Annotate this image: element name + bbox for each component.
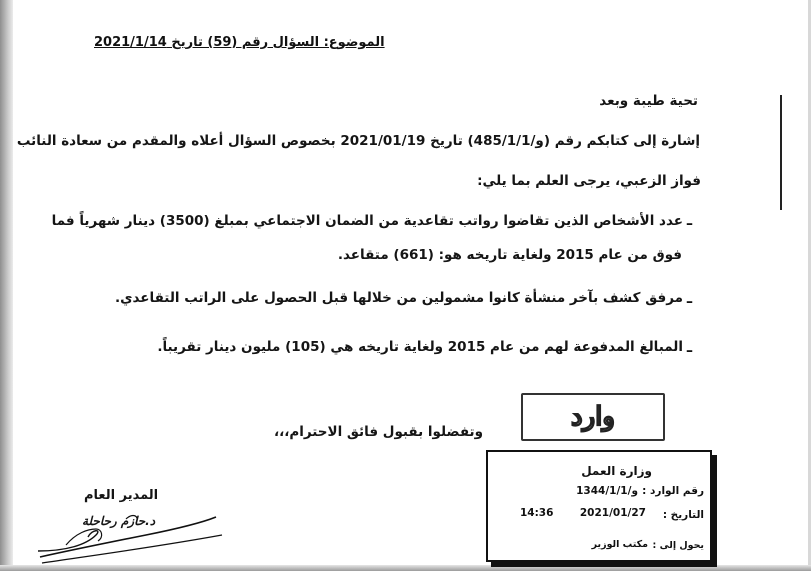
registry-referral-label: يحول إلى : bbox=[652, 540, 704, 551]
bullet-dash: – bbox=[686, 216, 693, 232]
signatory-title: المدير العام bbox=[84, 488, 159, 503]
registry-date-value: 2021/01/27 bbox=[579, 507, 646, 519]
registry-ministry: وزارة العمل bbox=[581, 464, 652, 478]
registry-stamp bbox=[486, 450, 712, 562]
intro-line-1: إشارة إلى كتابكم رقم (و/485/1/1) تاريخ 2021/01/19 بخصوص السؤال أعلاه والمقدم من سعادة النائب bbox=[16, 133, 700, 149]
signatory-name: د.حازم رحاحلة bbox=[82, 514, 156, 528]
registry-number-label: رقم الوارد : bbox=[642, 485, 704, 497]
bullet-dash: – bbox=[686, 343, 693, 359]
registry-date-label: التاريخ : bbox=[662, 509, 704, 521]
item-2-line-1: مرفق كشف بآخر منشأة كانوا مشمولين من خلالها قبل الحصول على الراتب التقاعدي. bbox=[115, 290, 683, 306]
registry-number-value: و/1344/1/1 bbox=[576, 485, 638, 497]
registry-referral-value: مكتب الوزير bbox=[591, 539, 648, 550]
scan-left-edge bbox=[0, 0, 13, 571]
bullet-dash: – bbox=[686, 294, 693, 310]
intro-line-2: فواز الزعبي، يرجى العلم بما يلي: bbox=[477, 173, 701, 189]
letter-subject: الموضوع: السؤال رقم (59) تاريخ 2021/1/14 bbox=[94, 35, 385, 50]
received-stamp-text: وارد bbox=[571, 402, 615, 432]
item-1-line-2: فوق من عام 2015 ولغاية تاريخه هو: (661) متقاعد. bbox=[337, 247, 682, 263]
letter-greeting: تحية طيبة وبعد bbox=[599, 93, 698, 109]
letter-closing: وتفضلوا بقبول فائق الاحترام،،، bbox=[273, 424, 483, 440]
received-stamp bbox=[521, 393, 665, 441]
item-1-line-1: عدد الأشخاص الذين تقاضوا رواتب تقاعدية من الضمان الاجتماعي بمبلغ (3500) دينار شهرياً فما bbox=[51, 213, 683, 229]
margin-rule bbox=[780, 95, 782, 210]
registry-time-value: 14:36 bbox=[520, 507, 554, 519]
item-3-line-1: المبالغ المدفوعة لهم من عام 2015 ولغاية تاريخه هي (105) مليون دينار تقريباً. bbox=[157, 339, 683, 355]
